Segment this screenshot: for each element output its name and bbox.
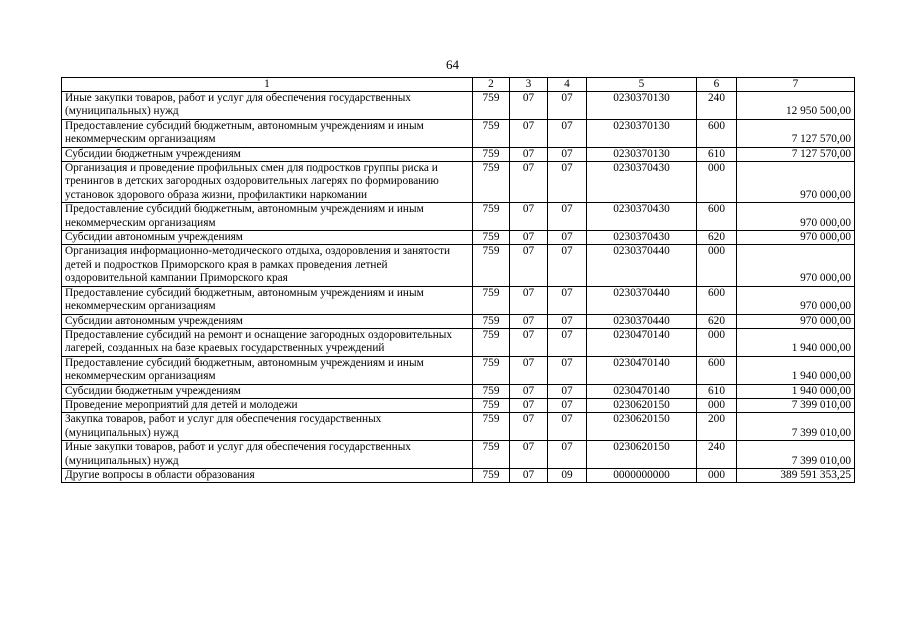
- row-code-6: 240: [697, 441, 737, 469]
- row-code-3: 07: [510, 398, 548, 412]
- row-code-4: 07: [548, 119, 587, 147]
- row-code-4: 07: [548, 356, 587, 384]
- row-code-3: 07: [510, 468, 548, 482]
- row-code-5: 0230370130: [587, 92, 697, 120]
- row-name: Субсидии бюджетным учреждениям: [62, 384, 473, 398]
- table-row: [62, 441, 855, 469]
- row-code-3: 07: [510, 231, 548, 245]
- row-code-3: 07: [510, 384, 548, 398]
- row-code-4: 07: [548, 92, 587, 120]
- row-name: Организация и проведение профильных смен для подростков группы риска и тренингов в детских загородных оздоровительных лагерях по формированию установок здорового образа жизни, профилактики наркомании: [62, 162, 473, 203]
- row-code-3: 07: [510, 162, 548, 203]
- column-header: 7: [737, 78, 855, 92]
- row-code-4: 07: [548, 147, 587, 161]
- table-row: [62, 384, 855, 398]
- row-name: Субсидии бюджетным учреждениям: [62, 147, 473, 161]
- row-code-5: 0230470140: [587, 384, 697, 398]
- row-code-4: 07: [548, 398, 587, 412]
- row-code-3: 07: [510, 92, 548, 120]
- table-row: [62, 147, 855, 161]
- row-code-3: 07: [510, 413, 548, 441]
- row-code-5: 0230370430: [587, 162, 697, 203]
- row-code-2: 759: [473, 245, 510, 286]
- row-name: Предоставление субсидий на ремонт и оснащение загородных оздоровительных лагерей, созданных на базе краевых государственных учреждений: [62, 328, 473, 356]
- row-code-3: 07: [510, 245, 548, 286]
- row-code-4: 07: [548, 231, 587, 245]
- row-name: Предоставление субсидий бюджетным, автономным учреждениям и иным некоммерческим организациям: [62, 356, 473, 384]
- row-code-6: 610: [697, 147, 737, 161]
- row-name: Иные закупки товаров, работ и услуг для обеспечения государственных (муниципальных) нужд: [62, 92, 473, 120]
- budget-table: [61, 77, 855, 483]
- row-amount: 970 000,00: [737, 203, 855, 231]
- row-code-2: 759: [473, 314, 510, 328]
- table-header-row: [62, 78, 855, 92]
- row-code-6: 000: [697, 328, 737, 356]
- row-amount: 970 000,00: [737, 245, 855, 286]
- row-code-2: 759: [473, 356, 510, 384]
- row-code-3: 07: [510, 203, 548, 231]
- row-code-5: 0230370440: [587, 314, 697, 328]
- row-code-6: 600: [697, 119, 737, 147]
- row-code-6: 000: [697, 245, 737, 286]
- table-row: [62, 314, 855, 328]
- row-code-2: 759: [473, 398, 510, 412]
- row-code-5: 0230620150: [587, 398, 697, 412]
- row-code-2: 759: [473, 441, 510, 469]
- row-code-2: 759: [473, 384, 510, 398]
- row-code-5: 0230370440: [587, 245, 697, 286]
- row-name: Иные закупки товаров, работ и услуг для обеспечения государственных (муниципальных) нужд: [62, 441, 473, 469]
- row-name: Субсидии автономным учреждениям: [62, 231, 473, 245]
- row-amount: 389 591 353,25: [737, 468, 855, 482]
- row-code-4: 07: [548, 413, 587, 441]
- row-code-3: 07: [510, 119, 548, 147]
- row-amount: 970 000,00: [737, 231, 855, 245]
- table-row: [62, 286, 855, 314]
- row-code-2: 759: [473, 413, 510, 441]
- row-amount: 1 940 000,00: [737, 384, 855, 398]
- table-row: [62, 356, 855, 384]
- page-number: 64: [446, 57, 459, 72]
- row-code-2: 759: [473, 203, 510, 231]
- row-name: Предоставление субсидий бюджетным, автономным учреждениям и иным некоммерческим организациям: [62, 286, 473, 314]
- row-code-5: 0230370130: [587, 147, 697, 161]
- table-row: [62, 468, 855, 482]
- row-code-4: 07: [548, 286, 587, 314]
- row-code-4: 07: [548, 203, 587, 231]
- row-code-6: 620: [697, 314, 737, 328]
- table-row: [62, 203, 855, 231]
- row-code-5: 0230470140: [587, 356, 697, 384]
- row-code-5: 0230370430: [587, 203, 697, 231]
- row-code-5: 0230620150: [587, 413, 697, 441]
- row-code-5: 0230620150: [587, 441, 697, 469]
- row-code-2: 759: [473, 147, 510, 161]
- column-header: 3: [510, 78, 548, 92]
- row-code-3: 07: [510, 441, 548, 469]
- column-header: 1: [62, 78, 473, 92]
- row-name: Предоставление субсидий бюджетным, автономным учреждениям и иным некоммерческим организациям: [62, 203, 473, 231]
- row-code-2: 759: [473, 162, 510, 203]
- column-header: 4: [548, 78, 587, 92]
- row-amount: 1 940 000,00: [737, 356, 855, 384]
- row-amount: 7 399 010,00: [737, 413, 855, 441]
- row-amount: 12 950 500,00: [737, 92, 855, 120]
- row-code-4: 09: [548, 468, 587, 482]
- table-row: [62, 413, 855, 441]
- row-amount: 7 127 570,00: [737, 119, 855, 147]
- row-code-3: 07: [510, 356, 548, 384]
- row-amount: 970 000,00: [737, 162, 855, 203]
- row-code-6: 240: [697, 92, 737, 120]
- row-code-5: 0230470140: [587, 328, 697, 356]
- table-row: [62, 231, 855, 245]
- row-amount: 7 399 010,00: [737, 398, 855, 412]
- row-code-3: 07: [510, 147, 548, 161]
- row-amount: 7 127 570,00: [737, 147, 855, 161]
- row-name: Проведение мероприятий для детей и молодежи: [62, 398, 473, 412]
- row-code-4: 07: [548, 314, 587, 328]
- row-code-6: 200: [697, 413, 737, 441]
- row-amount: 1 940 000,00: [737, 328, 855, 356]
- column-header: 5: [587, 78, 697, 92]
- row-code-6: 000: [697, 398, 737, 412]
- row-code-2: 759: [473, 231, 510, 245]
- row-code-4: 07: [548, 384, 587, 398]
- row-name: Организация информационно-методического отдыха, оздоровления и занятости детей и подростков Приморского края в рамках проведения летней оздоровительной кампании Приморского края: [62, 245, 473, 286]
- table-row: [62, 119, 855, 147]
- row-code-2: 759: [473, 328, 510, 356]
- row-code-6: 600: [697, 286, 737, 314]
- row-code-6: 600: [697, 356, 737, 384]
- row-name: Предоставление субсидий бюджетным, автономным учреждениям и иным некоммерческим организациям: [62, 119, 473, 147]
- row-code-3: 07: [510, 314, 548, 328]
- row-code-6: 620: [697, 231, 737, 245]
- table-row: [62, 162, 855, 203]
- row-code-2: 759: [473, 119, 510, 147]
- row-code-3: 07: [510, 328, 548, 356]
- row-code-5: 0230370130: [587, 119, 697, 147]
- row-code-4: 07: [548, 162, 587, 203]
- row-code-3: 07: [510, 286, 548, 314]
- row-amount: 7 399 010,00: [737, 441, 855, 469]
- table-row: [62, 328, 855, 356]
- row-code-6: 000: [697, 468, 737, 482]
- row-code-6: 610: [697, 384, 737, 398]
- row-code-4: 07: [548, 441, 587, 469]
- column-header: 2: [473, 78, 510, 92]
- table-row: [62, 92, 855, 120]
- row-amount: 970 000,00: [737, 314, 855, 328]
- row-code-6: 000: [697, 162, 737, 203]
- row-code-2: 759: [473, 286, 510, 314]
- row-name: Субсидии автономным учреждениям: [62, 314, 473, 328]
- row-code-5: 0230370430: [587, 231, 697, 245]
- row-name: Другие вопросы в области образования: [62, 468, 473, 482]
- row-code-2: 759: [473, 92, 510, 120]
- row-code-5: 0000000000: [587, 468, 697, 482]
- row-code-6: 600: [697, 203, 737, 231]
- table-row: [62, 398, 855, 412]
- row-amount: 970 000,00: [737, 286, 855, 314]
- table-row: [62, 245, 855, 286]
- row-code-5: 0230370440: [587, 286, 697, 314]
- row-code-4: 07: [548, 328, 587, 356]
- row-code-4: 07: [548, 245, 587, 286]
- row-code-2: 759: [473, 468, 510, 482]
- row-name: Закупка товаров, работ и услуг для обеспечения государственных (муниципальных) нужд: [62, 413, 473, 441]
- column-header: 6: [697, 78, 737, 92]
